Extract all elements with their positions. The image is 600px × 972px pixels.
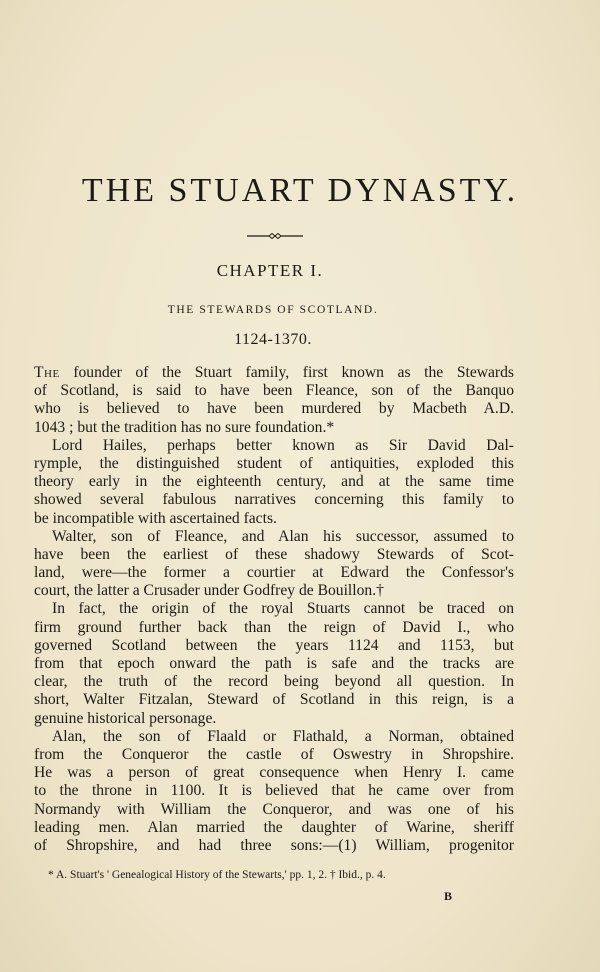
body-line: to the throne in 1100. It is believed that he came over from <box>34 782 514 800</box>
body-line: theory early in the eighteenth century, and at the same time <box>34 473 514 491</box>
body-text <box>34 364 514 855</box>
signature-mark: B <box>444 889 453 903</box>
body-line: Walter, son of Fleance, and Alan his successor, assumed to <box>52 527 514 545</box>
body-line: have been the earliest of these shadowy Stewards of Scot- <box>34 545 514 563</box>
body-line: from the Conqueror the castle of Oswestry in Shropshire. <box>34 745 514 763</box>
body-line: short, Walter Fitzalan, Steward of Scotland in this reign, is a <box>34 691 514 709</box>
body-line: who is believed to have been murdered by Macbeth A.D. <box>34 400 514 418</box>
body-line <box>34 364 514 382</box>
ornament-divider-icon <box>245 231 305 241</box>
body-line: rymple, the distinguished student of antiquities, exploded this <box>34 454 514 472</box>
body-line: court, the latter a Crusader under Godfrey de Bouillon.† <box>34 582 384 600</box>
footnote: * A. Stuart's ' Genealogical History of the Stewarts,' pp. 1, 2. † Ibid., p. 4. <box>48 869 386 881</box>
body-line: of Scotland, is said to have been Fleance, son of the Banquo <box>34 382 514 400</box>
body-line: from that epoch onward the path is safe and the tracks are <box>34 655 514 672</box>
body-line: firm ground further back than the reign of David I., who <box>34 618 514 636</box>
first-line-rest: founder of the Stuart family, first known as the Stewards <box>59 364 514 381</box>
body-line: be incompatible with ascertained facts. <box>34 509 277 527</box>
body-line: In fact, the origin of the royal Stuarts cannot be traced on <box>52 600 514 618</box>
book-title: THE STUART DYNASTY. <box>81 172 519 209</box>
body-line: land, were—the former a courtier at Edward the Confessor's <box>34 564 514 582</box>
body-line: governed Scotland between the years 1124 and 1153, but <box>34 636 514 654</box>
body-line: Normandy with William the Conqueror, and was one of his <box>34 800 514 818</box>
chapter-years: 1124-1370. <box>234 331 312 348</box>
first-word: The <box>34 364 60 381</box>
body-line: Lord Hailes, perhaps better known as Sir David Dal- <box>52 436 514 454</box>
body-line: 1043 ; but the tradition has no sure foundation.* <box>34 418 335 436</box>
chapter-heading: CHAPTER I. <box>216 261 324 280</box>
body-line: of Shropshire, and had three sons:—(1) William, progenitor <box>34 836 514 854</box>
show-through-text <box>330 40 580 260</box>
body-line: Alan, the son of Flaald or Flathald, a Norman, obtained <box>52 727 514 745</box>
body-line: leading men. Alan married the daughter of Warine, sheriff <box>34 818 514 836</box>
body-line: genuine historical personage. <box>34 709 217 727</box>
chapter-subtitle: THE STEWARDS OF SCOTLAND. <box>167 304 379 316</box>
body-line: showed several fabulous narratives concerning this family to <box>34 491 514 509</box>
body-line: He was a person of great consequence when Henry I. came <box>34 764 514 782</box>
body-line: clear, the truth of the record being beyond all question. In <box>34 673 514 691</box>
